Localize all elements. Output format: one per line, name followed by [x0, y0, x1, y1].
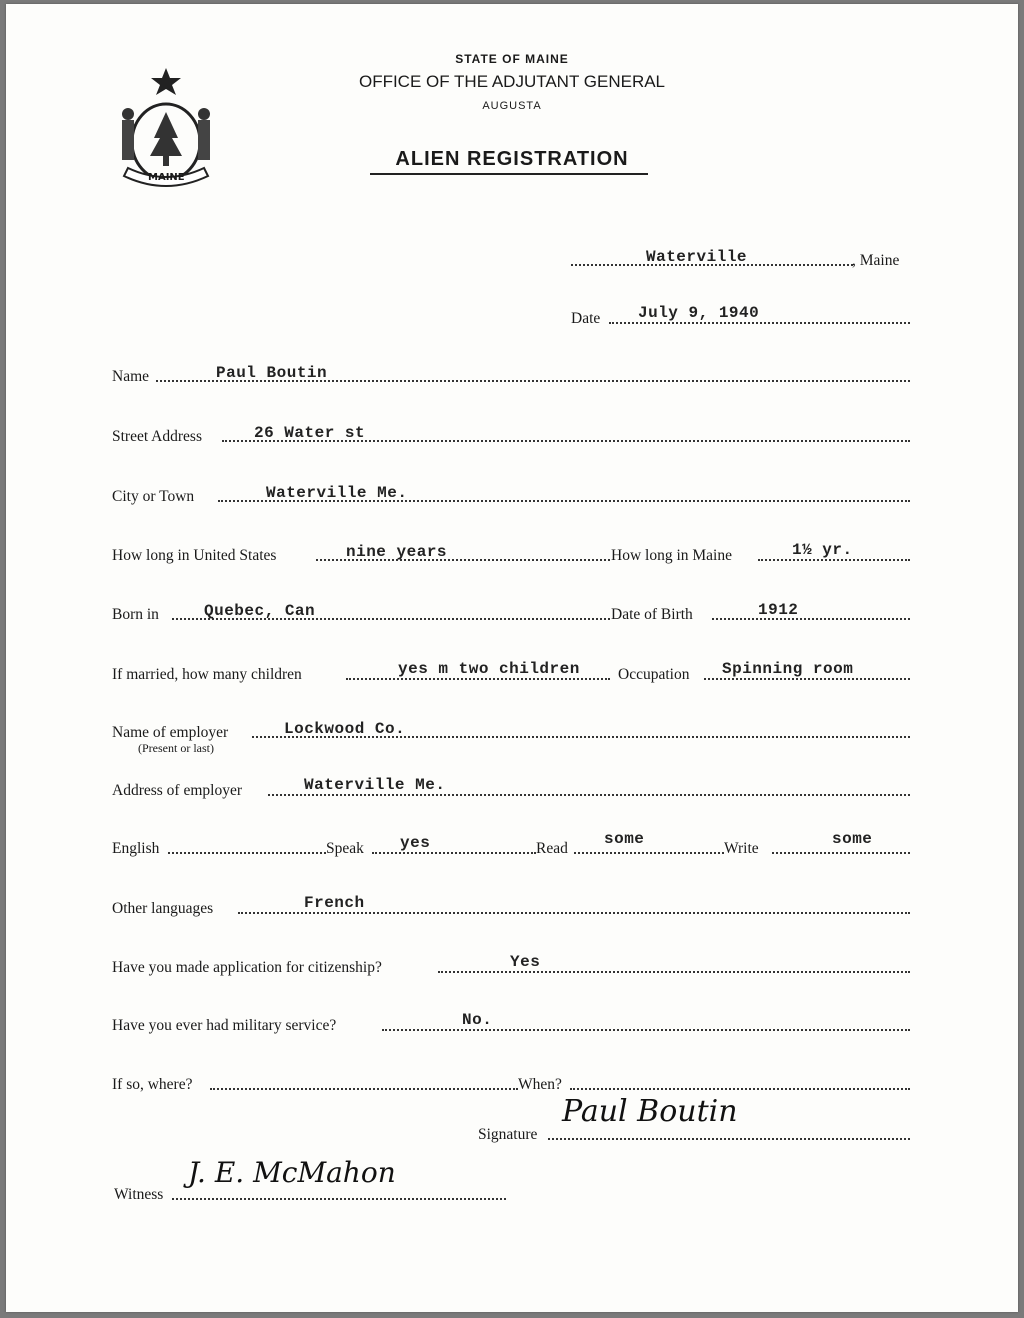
english-label: English: [112, 840, 160, 857]
maine-duration-value: 1½ yr.: [792, 541, 853, 559]
dob-label: Date of Birth: [611, 606, 693, 623]
maine-duration-label: How long in Maine: [611, 547, 732, 564]
write-value: some: [832, 830, 873, 848]
form-title: ALIEN REGISTRATION: [395, 148, 629, 170]
witness-label: Witness: [114, 1186, 164, 1203]
other-languages-label: Other languages: [112, 900, 214, 917]
married-label: If married, how many children: [112, 666, 302, 683]
read-value: some: [604, 830, 645, 848]
occupation-value: Spinning room: [722, 660, 854, 678]
us-duration-value: nine years: [346, 543, 448, 561]
read-label: Read: [536, 840, 568, 857]
married-value: yes m two children: [398, 660, 580, 678]
name-label: Name: [112, 368, 150, 385]
other-languages-value: French: [304, 894, 365, 912]
city-heading: AUGUSTA: [482, 100, 542, 112]
employer-address-label: Address of employer: [112, 782, 242, 799]
occupation-label: Occupation: [618, 666, 690, 683]
write-label: Write: [724, 840, 759, 857]
born-in-value: Quebec, Can: [204, 602, 316, 620]
speak-label: Speak: [326, 840, 364, 857]
title-underline: [370, 173, 648, 175]
signature-label: Signature: [478, 1126, 538, 1143]
state-heading: STATE OF MAINE: [455, 52, 569, 66]
city-label: City or Town: [112, 488, 195, 505]
speak-value: yes: [400, 834, 431, 852]
military-value: No.: [462, 1011, 493, 1029]
employer-address-value: Waterville Me.: [304, 776, 446, 794]
city-value: Waterville Me.: [266, 484, 408, 502]
witness-signature: J. E. McMahon: [188, 1156, 396, 1189]
registration-form: [6, 4, 1018, 1312]
name-value: Paul Boutin: [216, 364, 328, 382]
citizenship-label: Have you made application for citizenship?: [112, 959, 382, 976]
seal-ribbon-text: MAINE: [148, 172, 185, 183]
military-label: Have you ever had military service?: [112, 1017, 337, 1034]
dob-value: 1912: [758, 601, 799, 619]
place-suffix: , Maine: [852, 252, 900, 269]
employer-sublabel: (Present or last): [138, 741, 214, 755]
date-value: July 9, 1940: [638, 304, 760, 322]
employer-label: Name of employer: [112, 724, 229, 741]
employer-value: Lockwood Co.: [284, 720, 406, 738]
street-label: Street Address: [112, 428, 202, 445]
date-label: Date: [571, 310, 601, 327]
street-value: 26 Water st: [254, 424, 366, 442]
us-duration-label: How long in United States: [112, 547, 277, 564]
where-label: If so, where?: [112, 1076, 193, 1093]
when-label: When?: [518, 1076, 562, 1093]
signature-value: Paul Boutin: [562, 1094, 738, 1129]
citizenship-value: Yes: [510, 953, 541, 971]
place-value: Waterville: [646, 248, 748, 266]
office-heading: OFFICE OF THE ADJUTANT GENERAL: [358, 72, 666, 91]
born-in-label: Born in: [112, 606, 159, 623]
